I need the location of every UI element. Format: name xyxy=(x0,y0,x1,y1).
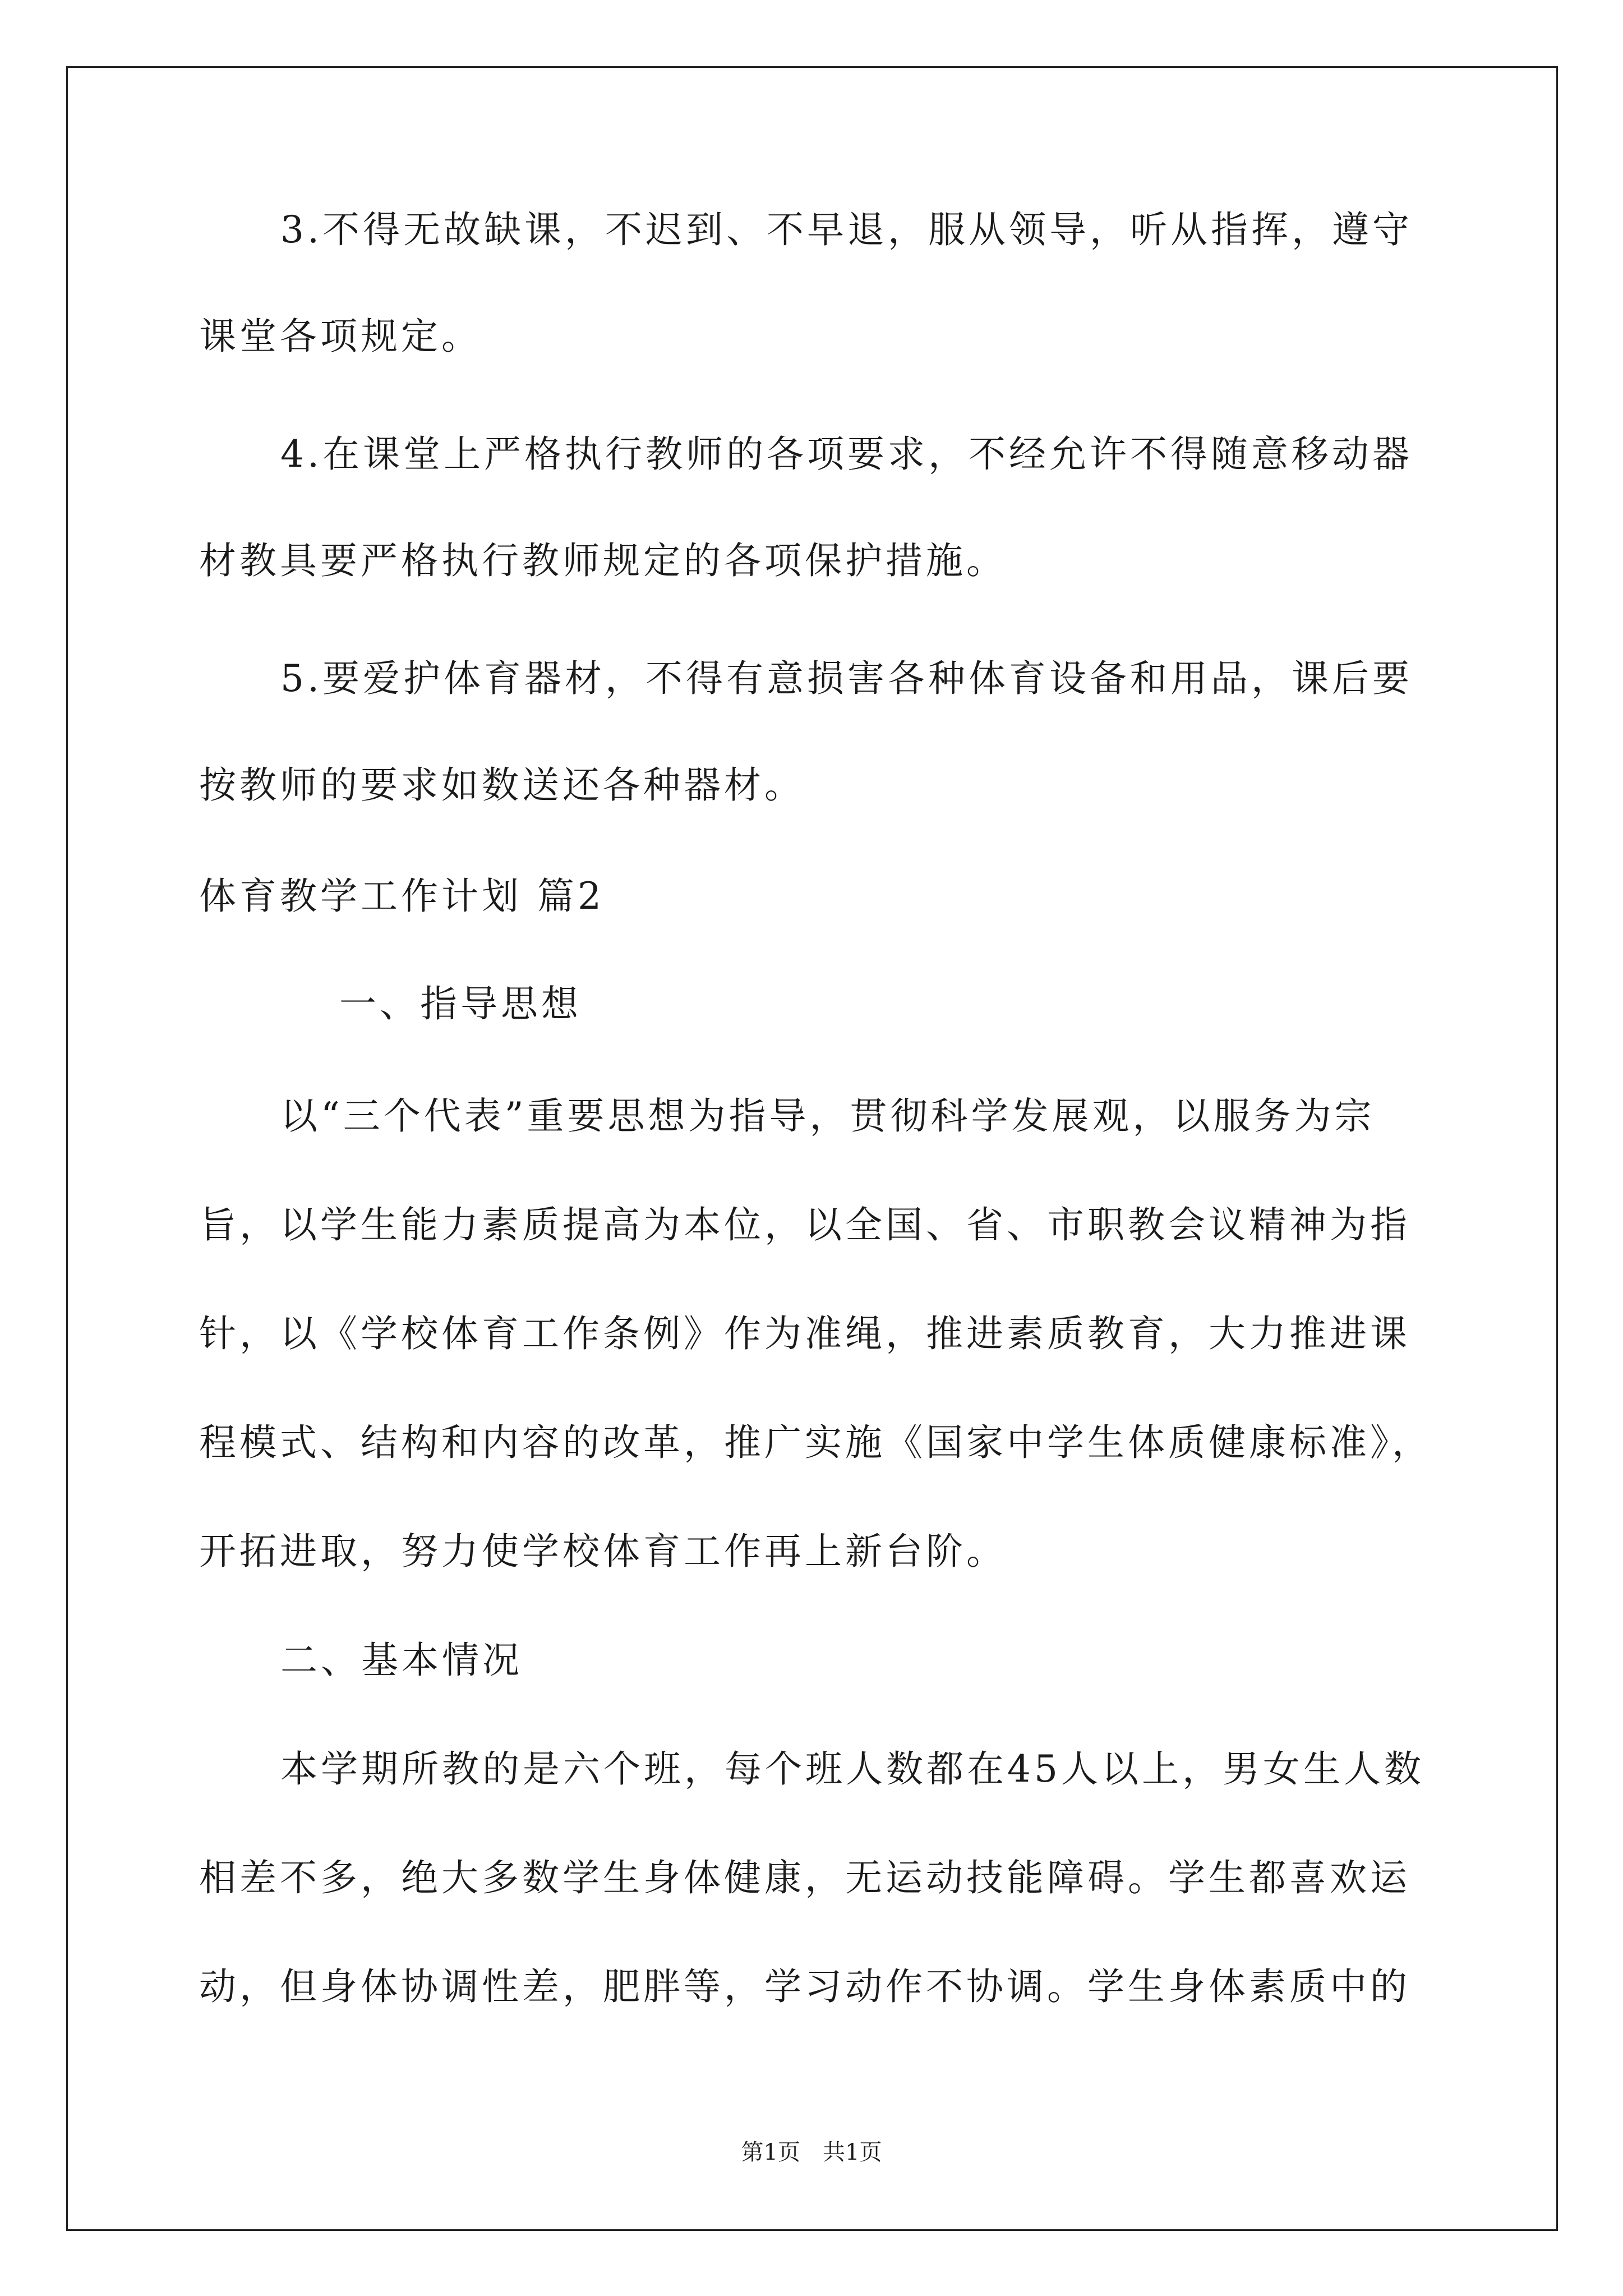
heading-basic-situation: 二、基本情况 xyxy=(280,1639,523,1682)
paragraph-3-line-1: 3.不得无故缺课，不迟到、不早退，服从领导，听从指挥，遵守 xyxy=(280,208,1413,251)
section-title: 体育教学工作计划 篇2 xyxy=(199,875,605,918)
paragraph-5-line-1: 5.要爱护体育器材，不得有意损害各种体育设备和用品，课后要 xyxy=(280,657,1413,700)
paragraph-3-line-2: 课堂各项规定。 xyxy=(199,315,482,358)
paragraph-4-line-2: 材教具要严格执行教师规定的各项保护措施。 xyxy=(199,539,1007,582)
paragraph-4-line-1: 4.在课堂上严格执行教师的各项要求，不经允许不得随意移动器 xyxy=(280,432,1413,476)
guiding-thought-line-5: 开拓进取，努力使学校体育工作再上新台阶。 xyxy=(199,1530,1007,1573)
paragraph-5-line-2: 按教师的要求如数送还各种器材。 xyxy=(199,763,805,807)
guiding-thought-line-1: 以“三个代表”重要思想为指导，贯彻科学发展观，以服务为宗 xyxy=(280,1094,1375,1138)
heading-guiding-thought: 一、指导思想 xyxy=(339,982,582,1025)
page-footer: 第1页 共1页 xyxy=(741,2139,882,2165)
guiding-thought-line-4: 程模式、结构和内容的改革，推广实施《国家中学生体质健康标准》， xyxy=(199,1421,1432,1464)
basic-situation-line-2: 相差不多，绝大多数学生身体健康，无运动技能障碍。学生都喜欢运 xyxy=(199,1856,1410,1899)
page-border xyxy=(66,66,1558,2231)
guiding-thought-line-2: 旨，以学生能力素质提高为本位，以全国、省、市职教会议精神为指 xyxy=(199,1203,1410,1246)
basic-situation-line-1: 本学期所教的是六个班，每个班人数都在45人以上，男女生人数 xyxy=(280,1747,1424,1791)
guiding-thought-line-3: 针，以《学校体育工作条例》作为准绳，推进素质教育，大力推进课 xyxy=(199,1312,1410,1355)
basic-situation-line-3: 动，但身体协调性差，肥胖等，学习动作不协调。学生身体素质中的 xyxy=(199,1965,1410,2008)
